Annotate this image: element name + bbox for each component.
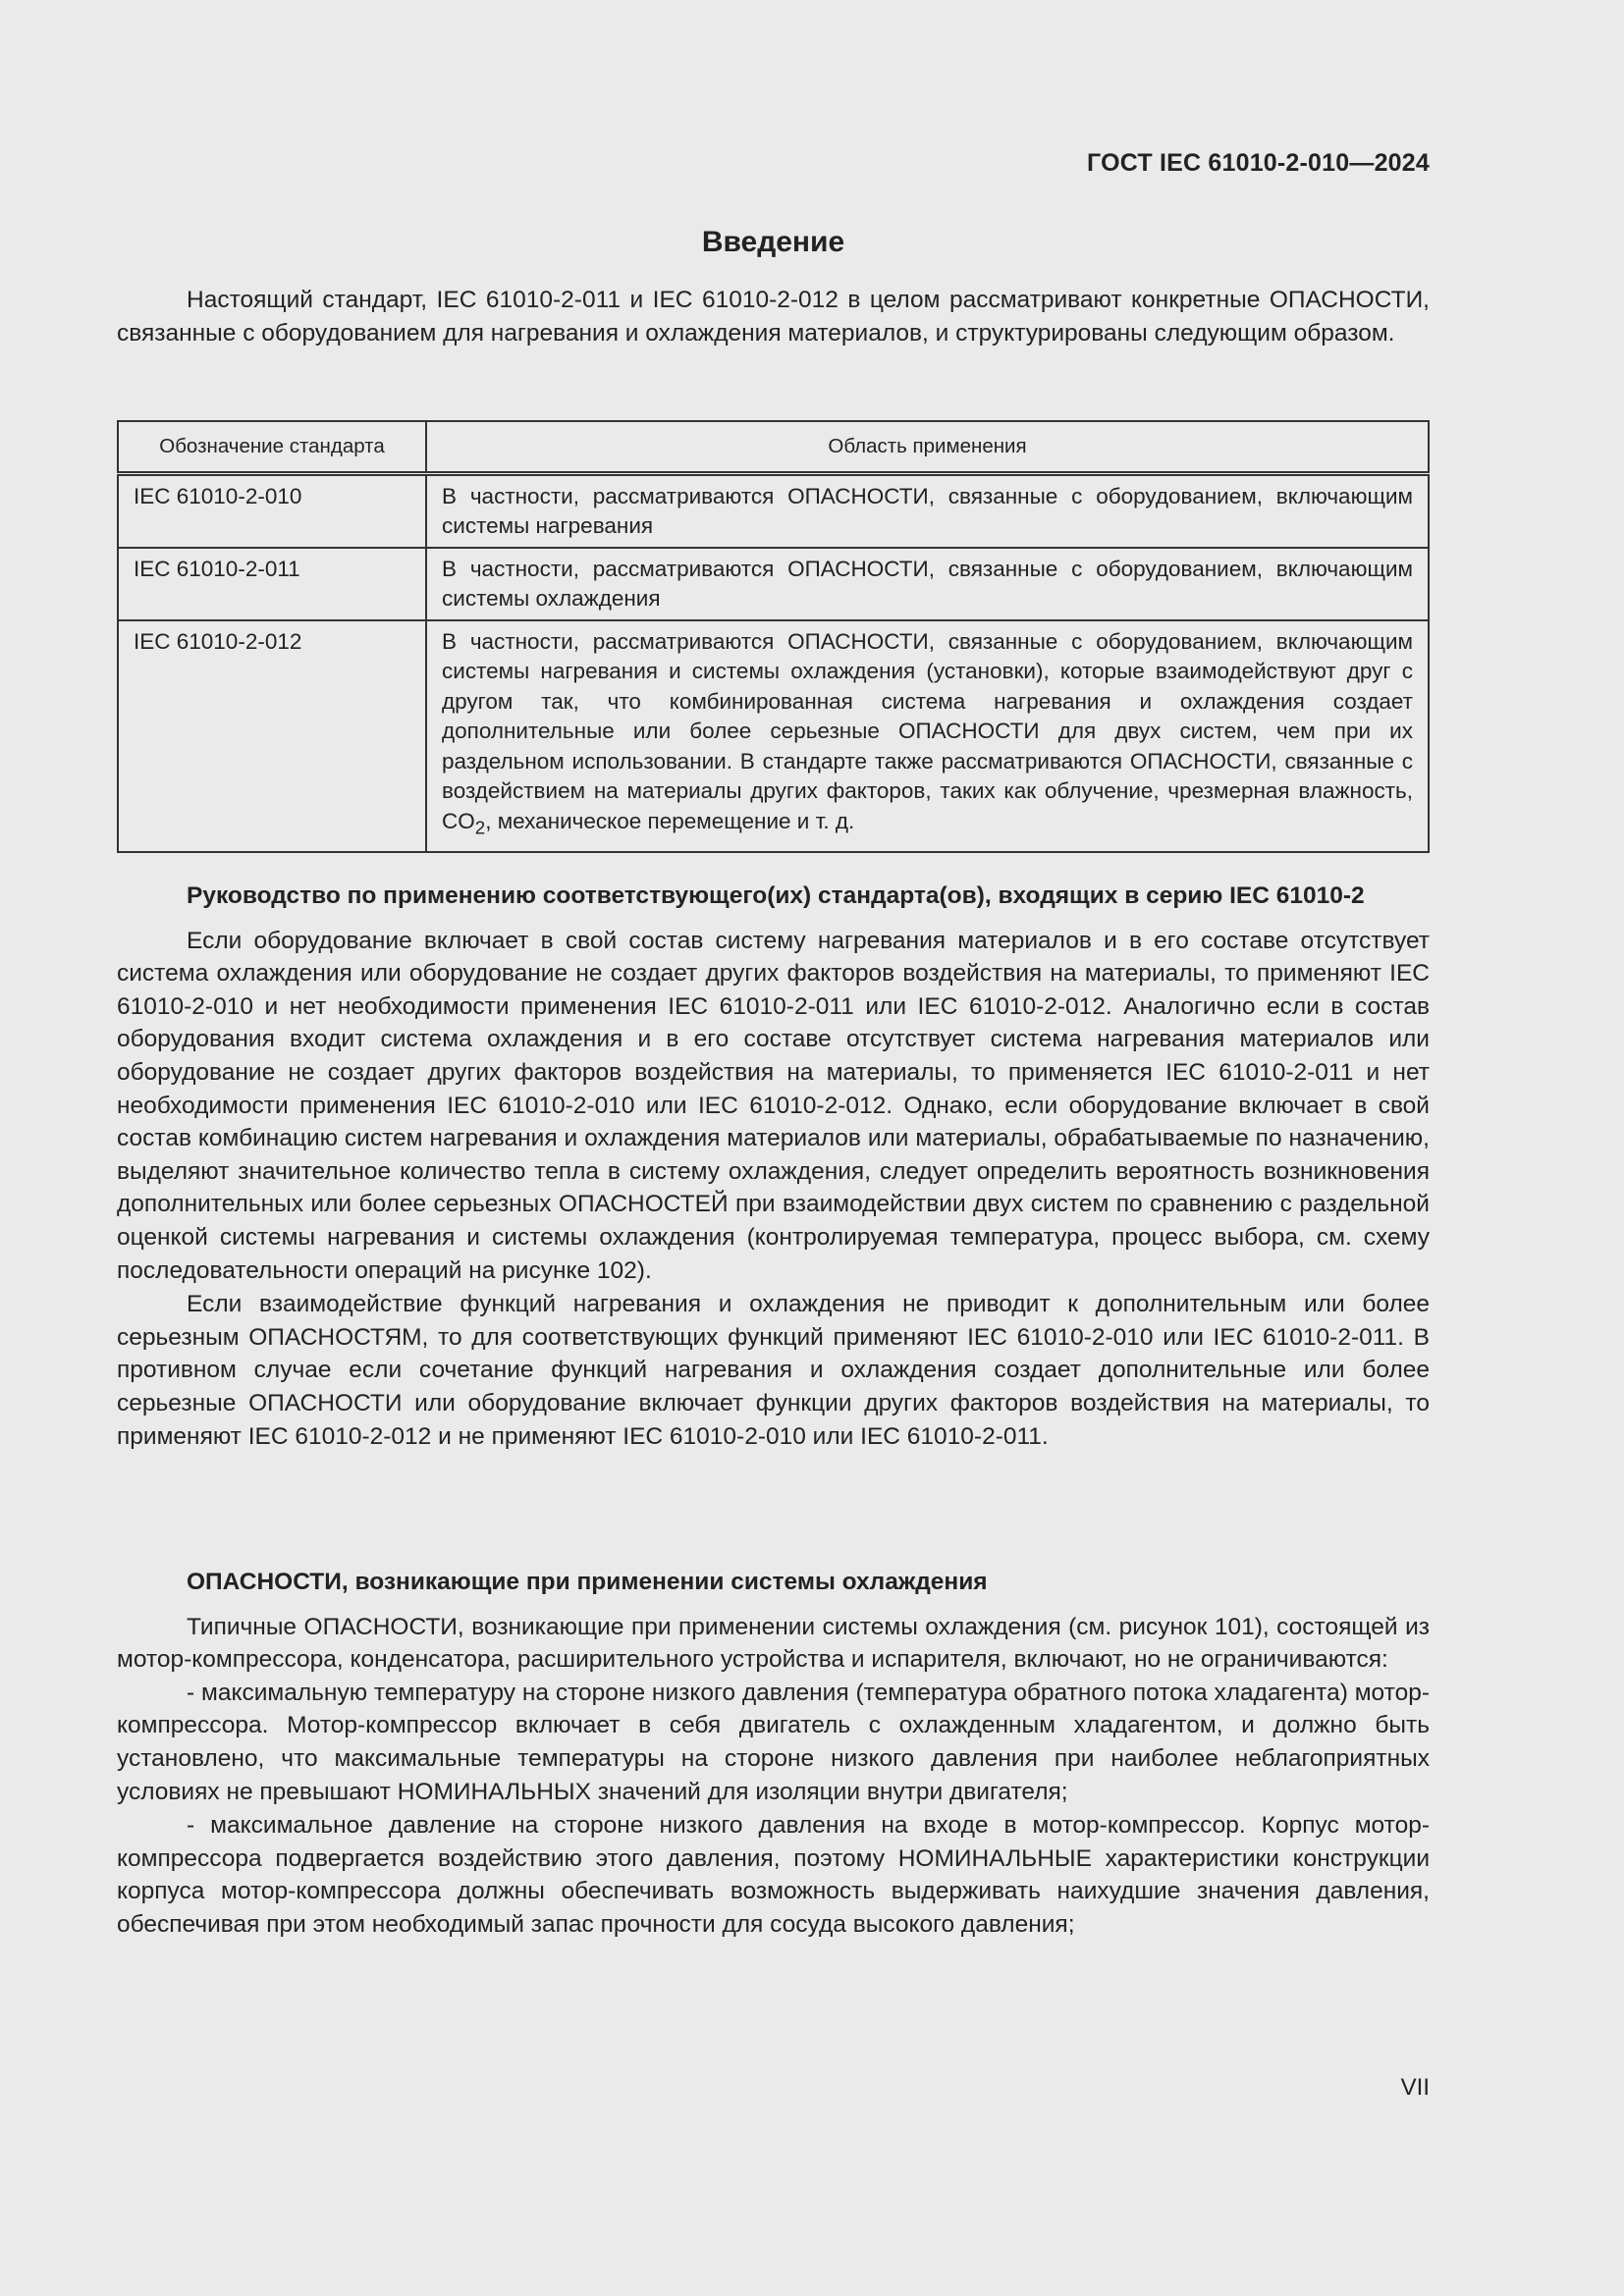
table-header-scope: Область применения xyxy=(426,421,1429,473)
table-header-row xyxy=(118,421,1429,473)
hazards-section xyxy=(117,1566,1430,1942)
list-item: - максимальное давление на стороне низкого давления на входе в мотор-компрессор. Корпус мотор-компрессора подвергается воздействию этого давления, поэтому НОМИНАЛЬНЫЕ характеристики конструкции корпуса мотор-компрессора должны обеспечивать возможность выдерживать наихудшие значения давления, обеспечивая при этом необходимый запас прочности для сосуда высокого давления; xyxy=(117,1812,1430,1938)
scope-text-part: , механическое перемещение и т. д. xyxy=(485,808,855,833)
table-row xyxy=(118,620,1429,852)
table-cell-code: IEC 61010-2-010 xyxy=(118,473,426,548)
table-row xyxy=(118,473,1429,548)
page-number: VII xyxy=(1400,2074,1430,2101)
hazards-heading: ОПАСНОСТИ, возникающие при применении системы охлаждения xyxy=(187,1569,988,1595)
standards-table xyxy=(117,420,1430,853)
guidance-paragraph-2: Если взаимодействие функций нагревания и охлаждения не приводит к дополнительным или более серьезным ОПАСНОСТЯМ, то для соответствующих функций применяют IEC 61010-2-010 или IEC 61010-2-011. В противном случае если сочетание функций нагревания и охлаждения создает дополнительные или более серьезные ОПАСНОСТИ или оборудование включает функции других факторов воздействия на материалы, то применяют IEC 61010-2-012 и не применяют IEC 61010-2-010 или IEC 61010-2-011. xyxy=(117,1291,1430,1450)
table-cell-scope: В частности, рассматриваются ОПАСНОСТИ, связанные с оборудованием, включающим системы охлаждения xyxy=(426,548,1429,620)
table-row xyxy=(118,548,1429,620)
guidance-section xyxy=(117,880,1430,1453)
table-cell-code: IEC 61010-2-011 xyxy=(118,548,426,620)
list-item: - максимальную температуру на стороне низкого давления (температура обратного потока хладагента) мотор-компрессора. Мотор-компрессор включает в себя двигатель с охлажденным хладагентом, и должно быть установлено, что максимальные температуры на стороне низкого давления при наиболее неблагоприятных условиях не превышают НОМИНАЛЬНЫХ значений для изоляции внутри двигателя; xyxy=(117,1679,1430,1805)
table-cell-code: IEC 61010-2-012 xyxy=(118,620,426,852)
page-title: Введение xyxy=(701,226,845,258)
scope-text-part: В частности, рассматриваются ОПАСНОСТИ, связанные с оборудованием, включающим системы нагревания и системы охлаждения (установки), которые взаимодействуют друг с другом так, что комбинированная система нагревания и охлаждения создает дополнительные или более серьезные ОПАСНОСТИ для двух систем, чем при их раздельном использовании. В стандарте также рассматриваются ОПАСНОСТИ, связанные с воздействием на материалы других факторов, таких как облучение, чрезмерная влажность, CO xyxy=(442,628,1413,833)
document-page xyxy=(117,0,1430,2296)
table-header-code: Обозначение стандарта xyxy=(118,421,426,473)
document-code: ГОСТ IEC 61010-2-010—2024 xyxy=(1087,149,1430,177)
guidance-heading: Руководство по применению соответствующего(их) стандарта(ов), входящих в серию IEC 61010-2 xyxy=(187,882,1365,909)
table-cell-scope: В частности, рассматриваются ОПАСНОСТИ, связанные с оборудованием, включающим системы нагревания xyxy=(426,473,1429,548)
hazards-paragraph: Типичные ОПАСНОСТИ, возникающие при применении системы охлаждения (см. рисунок 101), состоящей из мотор-компрессора, конденсатора, расширительного устройства и испарителя, включают, но не ограничиваются: xyxy=(117,1613,1430,1674)
guidance-paragraph-1: Если оборудование включает в свой состав систему нагревания материалов и в его составе отсутствует система охлаждения или оборудование не создает других факторов воздействия на материалы, то применяют IEC 61010-2-010 и нет необходимости применения IEC 61010-2-011 или IEC 61010-2-012. Аналогично если в состав оборудования входит система охлаждения и в его составе отсутствует система нагревания материалов или оборудование не создает других факторов воздействия на материалы, то применяется IEC 61010-2-011 и нет необходимости применения IEC 61010-2-010 или IEC 61010-2-012. Однако, если оборудование включает в свой состав комбинацию систем нагревания и охлаждения материалов или материалы, обрабатываемые по назначению, выделяют значительное количество тепла в систему охлаждения, следует определить вероятность возникновения дополнительных или более серьезных ОПАСНОСТЕЙ при взаимодействии двух систем по сравнению с раздельной оценкой системы нагревания и системы охлаждения (контролируемая температура, процесс выбора, см. схему последовательности операций на рисунке 102). xyxy=(117,927,1430,1284)
table-cell-scope xyxy=(426,620,1429,852)
subscript: 2 xyxy=(474,817,486,837)
intro-paragraph: Настоящий стандарт, IEC 61010-2-011 и IEC 61010-2-012 в целом рассматривают конкретные ОПАСНОСТИ, связанные с оборудованием для нагревания и охлаждения материалов, и структурированы следующим образом. xyxy=(117,287,1430,347)
